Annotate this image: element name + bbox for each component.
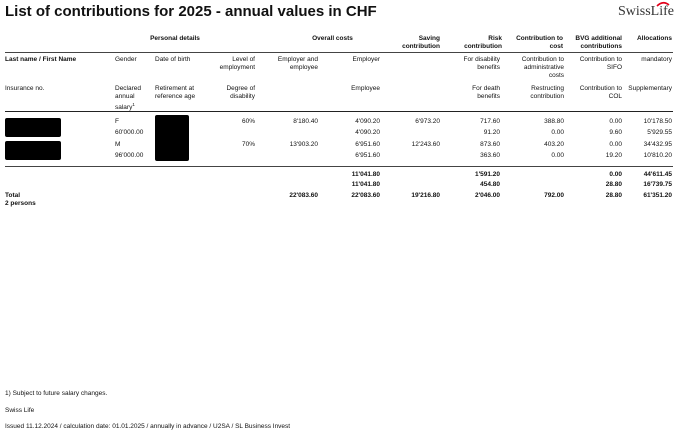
page-title: List of contributions for 2025 - annual values in CHF: [5, 3, 377, 20]
col-name: Last name / First Name: [5, 56, 77, 63]
col-retirement-age: Retirement at reference age: [155, 85, 196, 100]
subtotal-1-risk: 1'591.20: [474, 171, 500, 178]
col-gender: Gender: [115, 56, 137, 63]
row-2-cost: 0.00: [551, 129, 564, 136]
swisslife-logo: SwissLife: [618, 4, 674, 19]
row-1-employer: 4'090.20: [355, 118, 380, 125]
row-2-bvg: 9.60: [609, 129, 622, 136]
subtotal-rule: [5, 166, 673, 167]
col-declared-salary: Declared annual salary$^1$: [115, 85, 142, 112]
col-employer: Employer: [352, 56, 380, 63]
row-4-cost: 0.00: [551, 152, 564, 159]
col-degree-disability: Degree of disability: [226, 85, 255, 100]
total-employer-and-employee: 22'083.60: [289, 192, 318, 199]
row-4-bvg: 19.20: [605, 152, 622, 159]
row-1-bvg: 0.00: [609, 118, 622, 125]
row-4-gender: 96'000.00: [115, 152, 144, 159]
total-allocations: 61'351.20: [643, 192, 672, 199]
col-sifo: Contribution to SIFO: [579, 56, 622, 71]
redacted-date-of-birth: [155, 115, 189, 161]
col-supplementary: Supplementary: [628, 85, 672, 92]
header-personal-details: Personal details: [150, 35, 200, 42]
total-cost: 792.00: [544, 192, 564, 199]
row-2-employer: 4'090.20: [355, 129, 380, 136]
row-1-alloc: 10'178.50: [643, 118, 672, 125]
header-saving-contribution: Saving contribution: [402, 35, 440, 50]
row-3-bvg: 0.00: [609, 141, 622, 148]
row-1-saving: 6'973.20: [415, 118, 440, 125]
subtotal-1-employer: 11'041.80: [351, 171, 380, 178]
header-overall-costs: Overall costs: [312, 35, 353, 42]
col-employer-and-employee: Employer and employee: [277, 56, 318, 71]
col-disability-benefits: For disability benefits: [463, 56, 500, 71]
total-employer: 22'083.60: [351, 192, 380, 199]
header-allocations: Allocations: [636, 35, 672, 42]
row-1-gender: F: [115, 118, 119, 125]
total-risk: 2'046.00: [474, 192, 500, 199]
col-restructing: Restructing contribution: [530, 85, 564, 100]
col-date-of-birth: Date of birth: [155, 56, 191, 63]
company-name: Swiss Life: [5, 407, 35, 414]
row-3-cost: 403.20: [544, 141, 564, 148]
row-1-risk: 717.60: [480, 118, 500, 125]
row-1-cost: 388.80: [544, 118, 564, 125]
subtotal-2-bvg: 28.80: [605, 181, 622, 188]
row-4-alloc: 10'810.20: [643, 152, 672, 159]
row-2-gender: 60'000.00: [115, 129, 144, 136]
col-col: Contribution to COL: [579, 85, 622, 100]
row-4-risk: 363.60: [480, 152, 500, 159]
row-2-alloc: 5'929.55: [647, 129, 672, 136]
col-mandatory: mandatory: [641, 56, 672, 63]
col-death-benefits: For death benefits: [472, 85, 500, 100]
redacted-name-2: [5, 141, 61, 160]
row-1-level: 60%: [241, 118, 255, 125]
row-3-employer: 6'951.60: [355, 141, 380, 148]
col-admin-costs: Contribution to administrative costs: [521, 56, 564, 79]
table-top-rule: [5, 111, 673, 112]
header-contribution-to-cost: Contribution to cost: [516, 35, 563, 50]
total-bvg: 28.80: [605, 192, 622, 199]
issued-line: Issued 11.12.2024 / calculation date: 01.01.2025 / annually in advance / U2SA / SL Business Invest: [5, 423, 291, 430]
col-employee: Employee: [351, 85, 380, 92]
subtotal-2-alloc: 16'739.75: [643, 181, 672, 188]
col-level-employment: Level of employment: [219, 56, 255, 71]
row-3-alloc: 34'432.95: [643, 141, 672, 148]
row-3-risk: 873.60: [480, 141, 500, 148]
subtotal-2-employer: 11'041.80: [351, 181, 380, 188]
row-3-level: 70%: [241, 141, 255, 148]
row-3-gender: M: [115, 141, 121, 148]
header-bvg-additional: BVG additional contributions: [575, 35, 622, 50]
footnote: 1) Subject to future salary changes.: [5, 390, 108, 397]
subtotal-1-alloc: 44'611.45: [643, 171, 672, 178]
header-risk-contribution: Risk contribution: [464, 35, 502, 50]
redacted-name-1: [5, 118, 61, 137]
row-1-emp_and: 8'180.40: [293, 118, 318, 125]
row-3-saving: 12'243.60: [411, 141, 440, 148]
total-label: Total: [5, 192, 21, 199]
total-saving: 19'216.80: [411, 192, 440, 199]
row-4-employer: 6'951.60: [355, 152, 380, 159]
row-2-risk: 91.20: [483, 129, 500, 136]
col-insurance-no: Insurance no.: [5, 85, 45, 92]
subtotal-2-risk: 454.80: [480, 181, 500, 188]
row-3-emp_and: 13'903.20: [289, 141, 318, 148]
header-divider: [5, 52, 673, 53]
persons-count: 2 persons: [5, 200, 36, 207]
subtotal-1-bvg: 0.00: [609, 171, 622, 178]
